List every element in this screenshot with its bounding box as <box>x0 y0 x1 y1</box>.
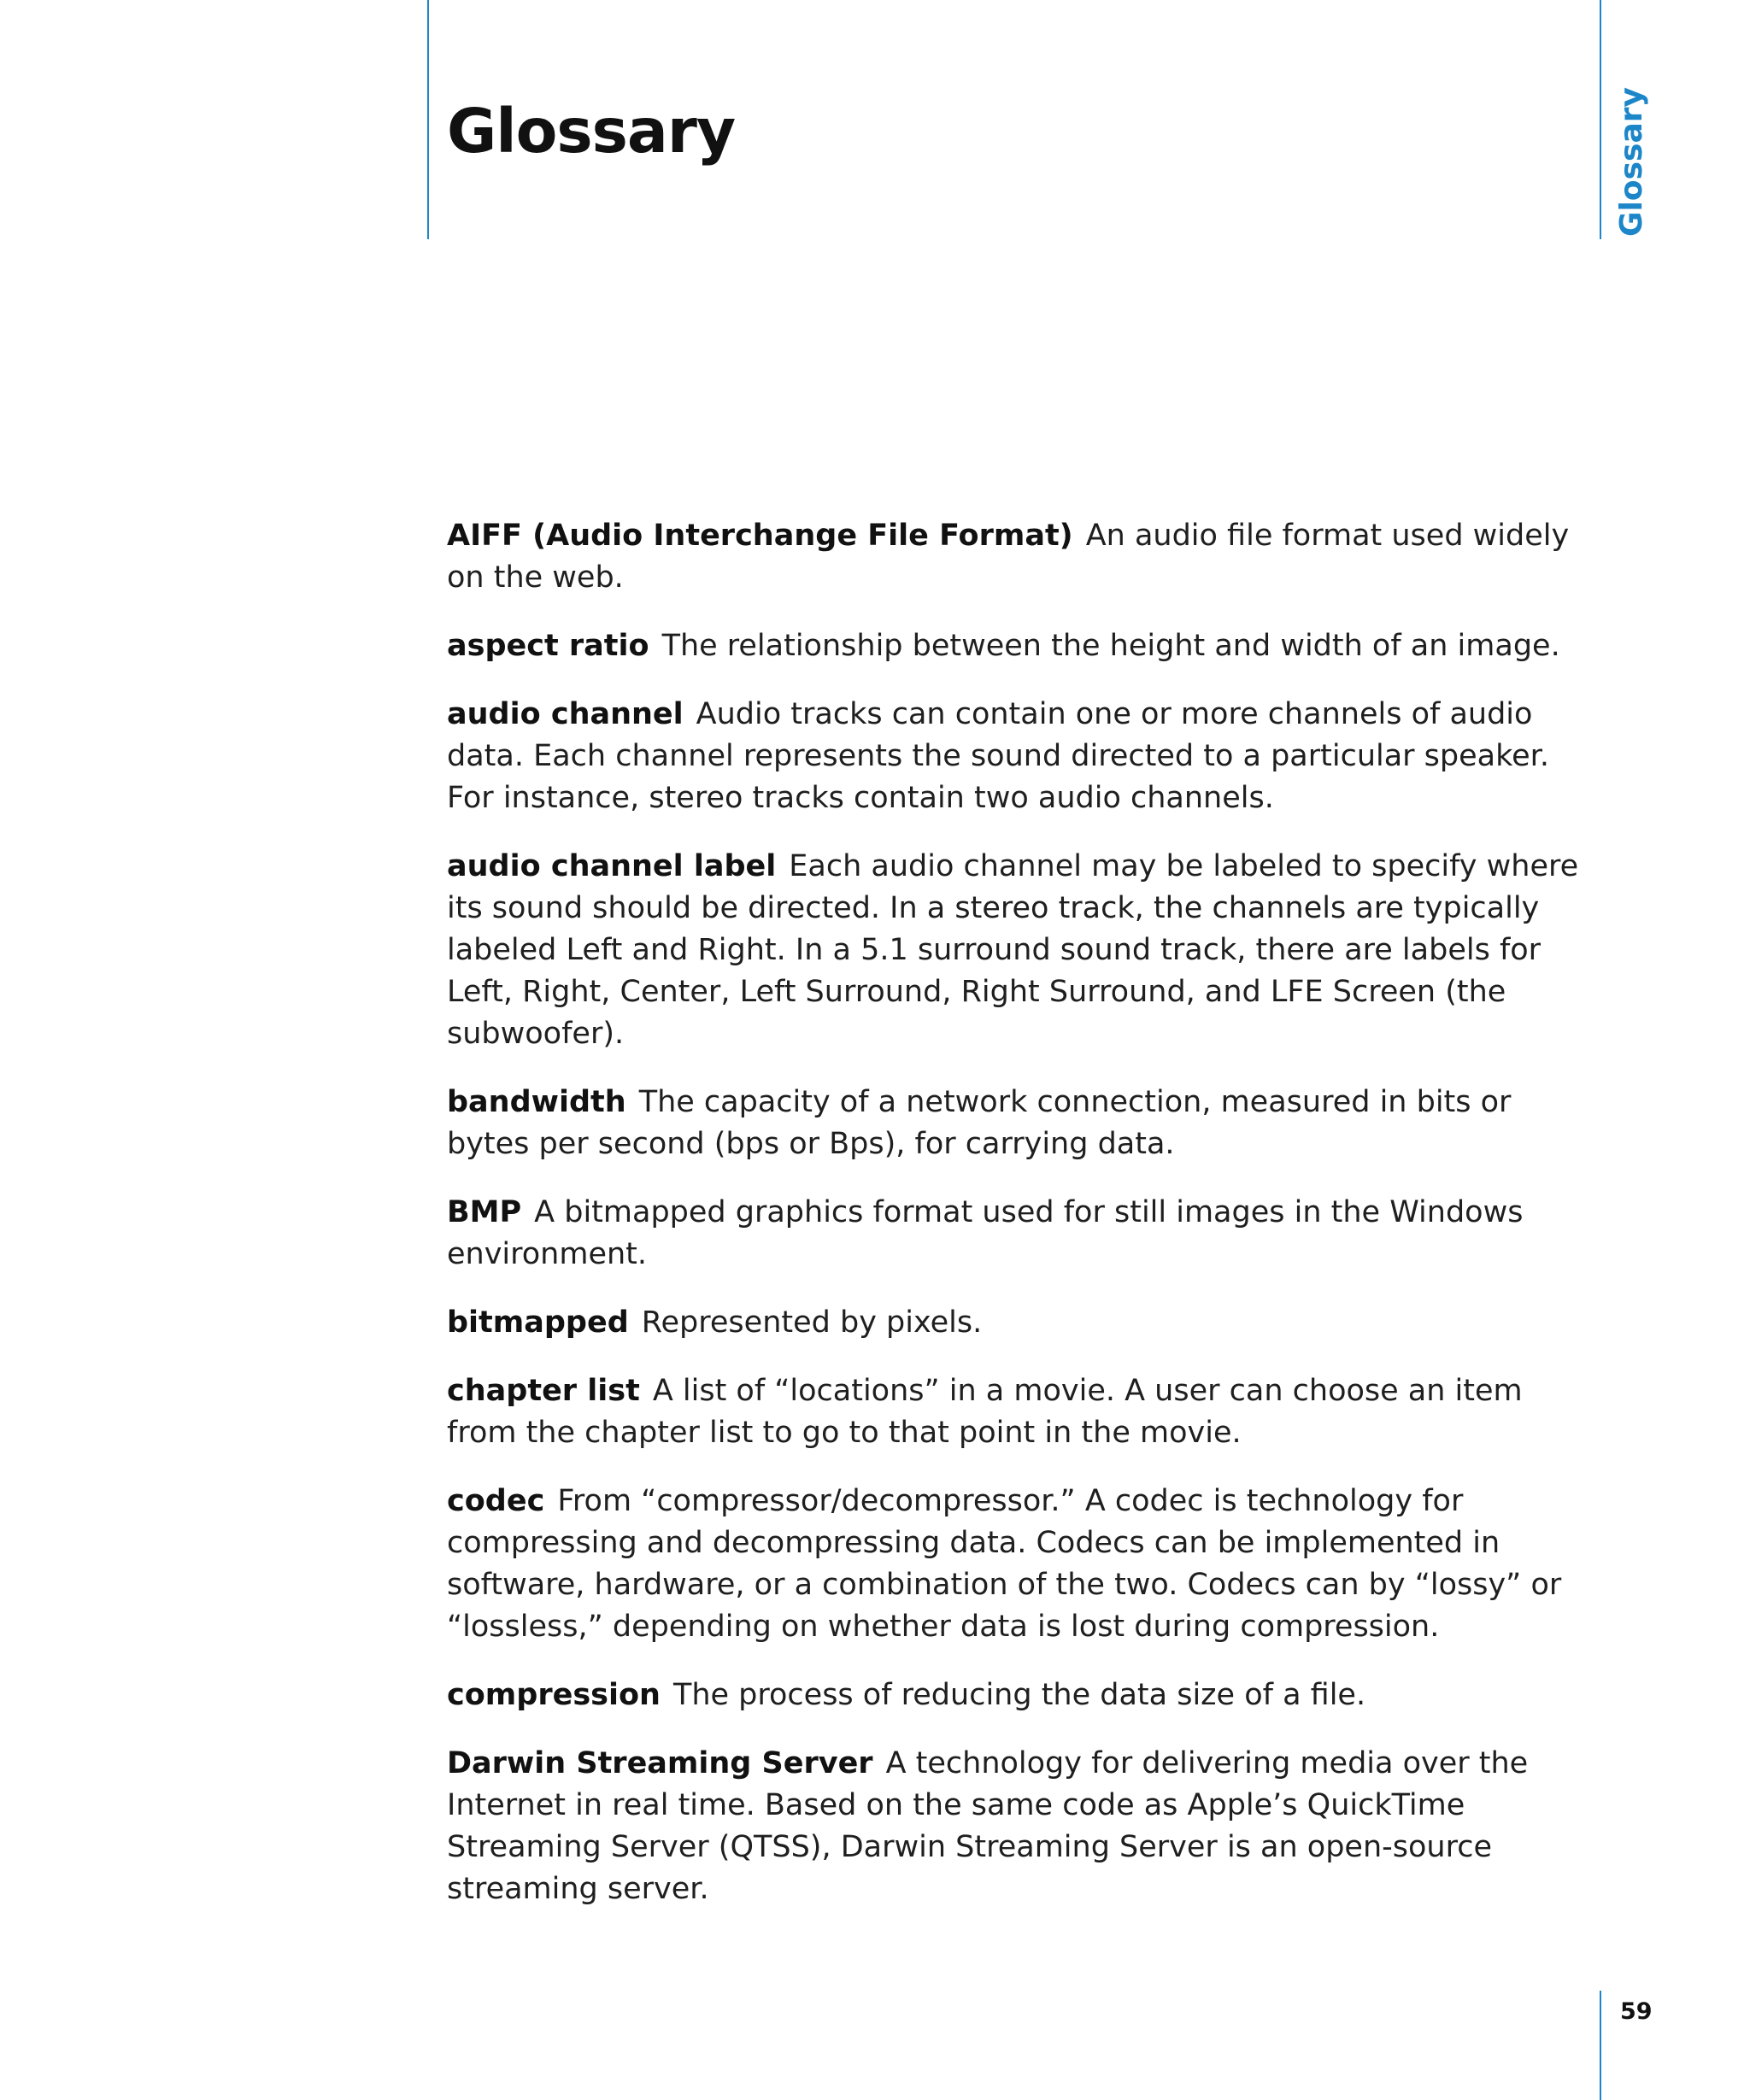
glossary-definition: Each audio channel may be labeled to specify where its sound should be directed. In a stereo track, the channels are typically labeled Left and Right. In a 5.1 surround sound track, there are labels for Left, Right, Center, Left Surround, Right Surround, and LFE Screen (the subwoofer). <box>447 849 1579 1051</box>
glossary-definition: An audio file format used widely on the web. <box>447 519 1570 595</box>
glossary-definition: Represented by pixels. <box>641 1305 983 1340</box>
glossary-definition: The process of reducing the data size of a file. <box>672 1678 1366 1712</box>
glossary-entry <box>447 846 1599 1055</box>
glossary-term: chapter list <box>447 1374 640 1408</box>
glossary-term: bandwidth <box>447 1085 626 1119</box>
glossary-term: audio channel label <box>447 849 777 883</box>
page-title: Glossary <box>447 96 736 167</box>
glossary-entry <box>447 1675 1599 1716</box>
glossary-entry <box>447 1302 1599 1344</box>
glossary-entry <box>447 1370 1599 1454</box>
glossary-entry <box>447 1481 1599 1648</box>
glossary-term: compression <box>447 1678 661 1712</box>
footer-rule <box>1600 1991 1601 2100</box>
glossary-entry <box>447 1743 1599 1910</box>
glossary-list <box>447 515 1599 1937</box>
glossary-entry <box>447 1082 1599 1165</box>
glossary-term: AIFF (Audio Interchange File Format) <box>447 519 1073 553</box>
glossary-entry <box>447 625 1599 667</box>
glossary-definition: A list of “locations” in a movie. A user can choose an item from the chapter list to go to that point in the movie. <box>447 1374 1523 1450</box>
glossary-term: audio channel <box>447 697 684 731</box>
glossary-term: Darwin Streaming Server <box>447 1746 873 1780</box>
glossary-term: aspect ratio <box>447 629 649 663</box>
glossary-definition: The relationship between the height and width of an image. <box>661 629 1560 663</box>
glossary-definition: From “compressor/decompressor.” A codec is technology for compressing and decompressing data. Codecs can be implemented in software, hardware, or a combination of the two. Codecs can by “lossy” or “lossless,” depending on whether data is lost during compression. <box>447 1484 1562 1644</box>
glossary-term: bitmapped <box>447 1305 629 1340</box>
side-tab-label: Glossary <box>1614 87 1649 237</box>
glossary-definition: A technology for delivering media over the Internet in real time. Based on the same code as Apple’s QuickTime Streaming Server (QTSS), Darwin Streaming Server is an open-source streaming server. <box>447 1746 1529 1906</box>
page-number: 59 <box>1620 1998 1653 2025</box>
glossary-definition: A bitmapped graphics format used for still images in the Windows environment. <box>447 1195 1524 1271</box>
glossary-term: BMP <box>447 1195 522 1229</box>
glossary-entry <box>447 694 1599 819</box>
glossary-definition: Audio tracks can contain one or more channels of audio data. Each channel represents the sound directed to a particular speaker. For instance, stereo tracks contain two audio channels. <box>447 697 1549 815</box>
glossary-term: codec <box>447 1484 545 1518</box>
glossary-entry <box>447 1192 1599 1276</box>
glossary-entry <box>447 515 1599 599</box>
side-tab <box>1608 87 1659 239</box>
header-rule-left <box>427 0 429 239</box>
header-rule-right <box>1600 0 1601 239</box>
glossary-definition: The capacity of a network connection, measured in bits or bytes per second (bps or Bps), for carrying data. <box>447 1085 1512 1161</box>
